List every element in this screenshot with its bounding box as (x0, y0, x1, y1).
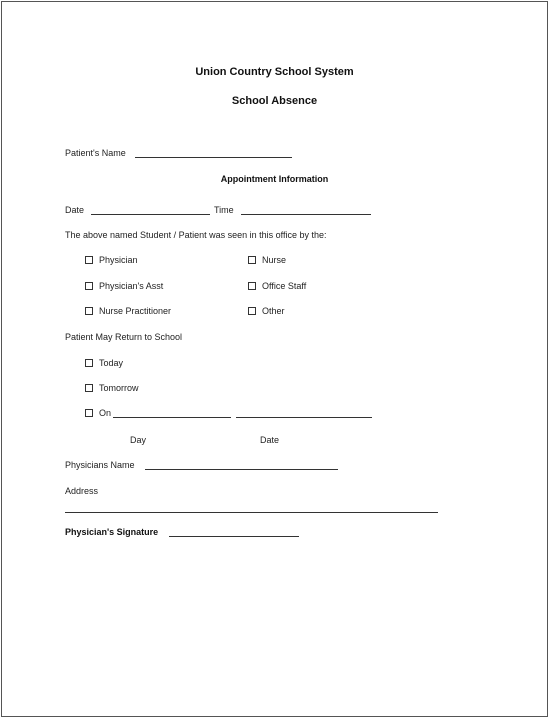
checkbox[interactable] (85, 409, 93, 417)
date-field[interactable] (91, 214, 210, 215)
appointment-heading: Appointment Information (220, 174, 329, 184)
option-today[interactable] (85, 358, 123, 368)
option-label: Today (99, 358, 124, 368)
option-label: Tomorrow (99, 383, 139, 393)
physicians-name-field[interactable] (145, 469, 338, 470)
option-other[interactable] (248, 306, 285, 316)
organization-name: Union Country School System (195, 66, 354, 78)
checkbox[interactable] (85, 307, 93, 315)
signature-label: Physician's Signature (65, 527, 159, 537)
option-nurse[interactable] (248, 255, 286, 265)
signature-field[interactable] (169, 536, 299, 537)
checkbox[interactable] (248, 282, 256, 290)
time-field[interactable] (241, 214, 371, 215)
on-day-field[interactable] (113, 417, 231, 418)
date-caption: Date (260, 435, 280, 445)
day-caption: Day (130, 435, 147, 445)
checkbox[interactable] (85, 282, 93, 290)
option-label: Nurse Practitioner (99, 306, 172, 316)
address-label: Address (65, 486, 99, 496)
form-page (1, 1, 548, 717)
option-nurse-practitioner[interactable] (85, 306, 171, 316)
option-on[interactable] (85, 408, 111, 418)
date-label: Date (65, 205, 85, 215)
patient-name-field[interactable] (135, 157, 292, 158)
seen-by-text: The above named Student / Patient was seen in this office by the: (65, 230, 327, 240)
physicians-name-label: Physicians Name (65, 460, 135, 470)
option-label: Nurse (262, 255, 287, 265)
option-physicians-asst[interactable] (85, 281, 163, 291)
on-date-field[interactable] (236, 417, 372, 418)
patient-name-label: Patient's Name (65, 148, 126, 158)
return-label: Patient May Return to School (65, 332, 183, 342)
option-tomorrow[interactable] (85, 383, 139, 393)
checkbox[interactable] (85, 384, 93, 392)
checkbox[interactable] (248, 256, 256, 264)
option-label: On (99, 408, 112, 418)
option-office-staff[interactable] (248, 281, 306, 291)
checkbox[interactable] (248, 307, 256, 315)
time-label: Time (214, 205, 234, 215)
address-field[interactable] (65, 512, 438, 513)
checkbox[interactable] (85, 359, 93, 367)
option-label: Physician's Asst (99, 281, 164, 291)
form-title: School Absence (231, 95, 318, 107)
option-physician[interactable] (85, 255, 138, 265)
option-label: Other (262, 306, 285, 316)
option-label: Office Staff (262, 281, 307, 291)
option-label: Physician (99, 255, 138, 265)
checkbox[interactable] (85, 256, 93, 264)
